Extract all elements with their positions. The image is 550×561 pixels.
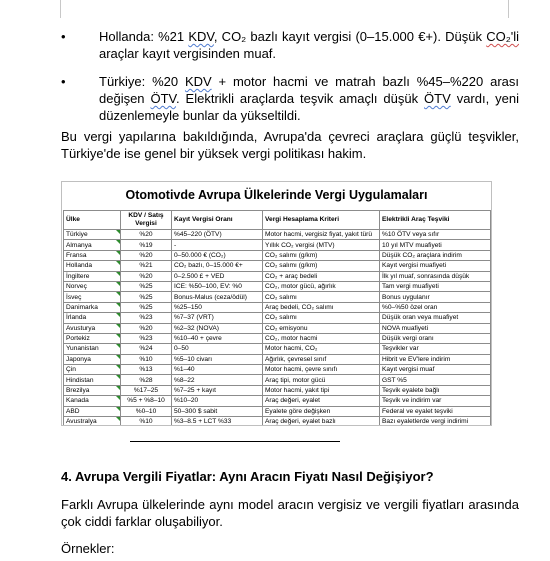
table-cell: Hindistan	[64, 375, 121, 385]
table-cell: CO₂ salımı (g/km)	[263, 261, 380, 271]
table-cell: %10–20	[172, 396, 263, 406]
table-cell: Kanada	[64, 396, 121, 406]
table-row	[64, 396, 491, 406]
table-cell: Norveç	[64, 281, 121, 291]
table-row	[64, 323, 491, 333]
table-row	[64, 281, 491, 291]
header-ev-incentive: Elektrikli Araç Teşviki	[380, 211, 491, 230]
table-header-row	[64, 211, 491, 230]
table-cell: %0–%50 özel oran	[380, 302, 491, 312]
cell-marker	[116, 313, 120, 317]
page-corner-mark-right	[508, 0, 509, 18]
table-cell: İlk yıl muaf, sonrasında düşük	[380, 271, 491, 281]
table-cell: CO₂ salımı	[263, 292, 380, 302]
cell-marker	[116, 386, 120, 390]
table-cell: Federal ve eyalet teşviki	[380, 406, 491, 416]
table-row	[64, 365, 491, 375]
table-cell: %5 + %8–10	[121, 396, 172, 406]
table-cell: Brezilya	[64, 385, 121, 395]
table-bottom-rule	[130, 441, 340, 442]
table-cell: %21	[121, 261, 172, 271]
table-cell: Danimarka	[64, 302, 121, 312]
table-cell: Araç değeri, eyalet	[263, 396, 380, 406]
section-heading: 4. Avrupa Vergili Fiyatlar: Aynı Aracın Fiyatı Nasıl Değişiyor?	[61, 469, 434, 484]
table-cell: Ağırlık, çevresel sınıf	[263, 354, 380, 364]
cell-marker	[116, 282, 120, 286]
table-cell: Düşük CO₂ araçlara indirim	[380, 250, 491, 260]
table-cell: Çin	[64, 365, 121, 375]
table-cell: CO₂ + araç bedeli	[263, 271, 380, 281]
cell-marker	[116, 407, 120, 411]
bullet-turkiye	[61, 73, 519, 124]
table-cell: Araç tipi, motor gücü	[263, 375, 380, 385]
table-cell: %28	[121, 375, 172, 385]
table-cell: Motor hacmi, CO₂	[263, 344, 380, 354]
table-cell: GST %5	[380, 375, 491, 385]
table-cell: %25	[121, 281, 172, 291]
table-cell: İrlanda	[64, 313, 121, 323]
table-cell: Bazı eyaletlerde vergi indirimi	[380, 417, 491, 426]
cell-marker	[116, 261, 120, 265]
table-cell: CO₂ salımı	[263, 313, 380, 323]
header-criteria: Vergi Hesaplama Kriteri	[263, 211, 380, 230]
spellcheck-word: KDV	[188, 29, 214, 44]
spellcheck-word: CO₂'li	[486, 29, 519, 44]
table-cell: CO₂ emisyonu	[263, 323, 380, 333]
table-row	[64, 375, 491, 385]
table-cell: 0–2.500 £ + VED	[172, 271, 263, 281]
table-row	[64, 230, 491, 240]
table-cell: 0–50	[172, 344, 263, 354]
cell-marker	[116, 292, 120, 296]
tax-table	[63, 210, 491, 426]
table-cell: Almanya	[64, 240, 121, 250]
table-cell: Japonya	[64, 354, 121, 364]
table-row	[64, 333, 491, 343]
section-paragraph: Farklı Avrupa ülkelerinde aynı model aracın vergisiz ve vergili fiyatları arasında çok ciddi farklar oluşabiliyor.	[61, 497, 519, 529]
table-cell: Teşvik ve indirim var	[380, 396, 491, 406]
table-cell: Yunanistan	[64, 344, 121, 354]
tax-table-figure	[61, 181, 492, 426]
table-cell: Araç bedeli, CO₂ salımı	[263, 302, 380, 312]
table-cell: Motor hacmi, çevre sınıfı	[263, 365, 380, 375]
table-cell: Teşvik eyalete bağlı	[380, 385, 491, 395]
table-cell: Bonus uygulanır	[380, 292, 491, 302]
table-cell: Kayıt vergisi muaf	[380, 365, 491, 375]
table-cell: Türkiye	[64, 230, 121, 240]
table-row	[64, 385, 491, 395]
table-row	[64, 250, 491, 260]
cell-marker	[116, 251, 120, 255]
table-cell: Motor hacmi, vergisiz fiyat, yakıt türü	[263, 230, 380, 240]
summary-paragraph: Bu vergi yapılarına bakıldığında, Avrupa'da çevreci araçlara güçlü teşvikler, Türkiye'de ise genel bir yüksek vergi politikası hakim.	[61, 129, 519, 161]
table-cell: %24	[121, 344, 172, 354]
table-cell: 50–300 $ sabit	[172, 406, 263, 416]
table-cell: %10	[121, 354, 172, 364]
header-vat: KDV / Satış Vergisi	[121, 211, 172, 230]
table-cell: Fransa	[64, 250, 121, 260]
table-cell: %7–37 (VRT)	[172, 313, 263, 323]
table-cell: Düşük vergi oranı	[380, 333, 491, 343]
header-registration-tax: Kayıt Vergisi Oranı	[172, 211, 263, 230]
table-cell: %10–40 + çevre	[172, 333, 263, 343]
bullet-text: Hollanda: %21 KDV, CO₂ bazlı kayıt vergisi (0–15.000 €+). Düşük CO₂'li araçlar kayıt vergisinden muaf.	[99, 29, 519, 61]
table-cell: %25	[121, 302, 172, 312]
table-cell: %23	[121, 313, 172, 323]
table-cell: Motor hacmi, yakıt tipi	[263, 385, 380, 395]
table-cell: %20	[121, 323, 172, 333]
cell-marker	[116, 396, 120, 400]
table-cell: CO₂ bazlı, 0–15.000 €+	[172, 261, 263, 271]
table-row	[64, 271, 491, 281]
table-cell: %2–32 (NOVA)	[172, 323, 263, 333]
cell-marker	[116, 334, 120, 338]
table-cell: Hollanda	[64, 261, 121, 271]
table-cell: Kayıt vergisi muafiyeti	[380, 261, 491, 271]
table-cell: %19	[121, 240, 172, 250]
table-cell: %20	[121, 250, 172, 260]
table-cell: Teşvikler var	[380, 344, 491, 354]
table-cell: %10 ÖTV veya sıfır	[380, 230, 491, 240]
table-cell: 0–50.000 € (CO₂)	[172, 250, 263, 260]
table-row	[64, 240, 491, 250]
table-cell: %23	[121, 333, 172, 343]
table-cell: %8–22	[172, 375, 263, 385]
table-row	[64, 292, 491, 302]
table-cell: %5–10 civarı	[172, 354, 263, 364]
table-cell: CO₂ salımı (g/km)	[263, 250, 380, 260]
cell-marker	[116, 375, 120, 379]
table-cell: %10	[121, 417, 172, 426]
table-cell: Hibrit ve EV'lere indirim	[380, 354, 491, 364]
table-cell: Yıllık CO₂ vergisi (MTV)	[263, 240, 380, 250]
table-row	[64, 261, 491, 271]
table-row	[64, 344, 491, 354]
table-cell: Düşük oran veya muafiyet	[380, 313, 491, 323]
table-row	[64, 313, 491, 323]
table-cell: %3–8.5 + LCT %33	[172, 417, 263, 426]
table-cell: CO₂, motor gücü, ağırlık	[263, 281, 380, 291]
table-cell: %45–220 (ÖTV)	[172, 230, 263, 240]
table-cell: %13	[121, 365, 172, 375]
table-cell: Tam vergi muafiyeti	[380, 281, 491, 291]
table-row	[64, 406, 491, 416]
table-cell: -	[172, 240, 263, 250]
bullet-symbol: •	[61, 74, 66, 89]
table-cell: %25	[121, 292, 172, 302]
table-cell: %7–25 + kayıt	[172, 385, 263, 395]
table-cell: Eyalete göre değişken	[263, 406, 380, 416]
bullet-symbol: •	[61, 29, 66, 44]
table-cell: Araç değeri, eyalet bazlı	[263, 417, 380, 426]
spellcheck-word: KDV	[184, 74, 212, 89]
cell-marker	[116, 344, 120, 348]
bullet-text: Türkiye: %20 KDV + motor hacmi ve matrah bazlı %45–%220 arası değişen ÖTV. Elektrikli araçlarda teşvik amaçlı düşük ÖTV vardı, yeni düzenlemeyle bunlar da yükseltildi.	[99, 74, 519, 123]
table-row	[64, 354, 491, 364]
table-cell: ABD	[64, 406, 121, 416]
table-cell: %20	[121, 230, 172, 240]
table-cell: %0–10	[121, 406, 172, 416]
page-corner-mark-left	[60, 0, 61, 18]
table-cell: Avustralya	[64, 417, 121, 426]
table-cell: ICE: %50–100, EV: %0	[172, 281, 263, 291]
table-cell: Portekiz	[64, 333, 121, 343]
table-cell: %20	[121, 271, 172, 281]
spellcheck-word: ÖTV	[424, 91, 451, 106]
cell-marker	[116, 365, 120, 369]
cell-marker	[116, 417, 120, 421]
table-cell: İsveç	[64, 292, 121, 302]
header-country: Ülke	[64, 211, 121, 230]
table-cell: Avusturya	[64, 323, 121, 333]
table-cell: İngiltere	[64, 271, 121, 281]
table-cell: Bonus-Malus (ceza/ödül)	[172, 292, 263, 302]
table-cell: %25–150	[172, 302, 263, 312]
cell-marker	[116, 324, 120, 328]
spellcheck-word: ÖTV	[150, 91, 177, 106]
table-cell: %17–25	[121, 385, 172, 395]
cell-marker	[116, 303, 120, 307]
examples-label: Örnekler:	[61, 541, 115, 556]
cell-marker	[116, 230, 120, 234]
table-title: Otomotivde Avrupa Ülkelerinde Vergi Uygulamaları	[125, 188, 428, 202]
table-cell: 10 yıl MTV muafiyeti	[380, 240, 491, 250]
cell-marker	[116, 355, 120, 359]
table-cell: CO₂, motor hacmi	[263, 333, 380, 343]
cell-marker	[116, 272, 120, 276]
table-row	[64, 302, 491, 312]
table-row	[64, 417, 491, 426]
cell-marker	[116, 240, 120, 244]
table-cell: NOVA muafiyeti	[380, 323, 491, 333]
bullet-hollanda	[61, 28, 519, 62]
table-cell: %1–40	[172, 365, 263, 375]
